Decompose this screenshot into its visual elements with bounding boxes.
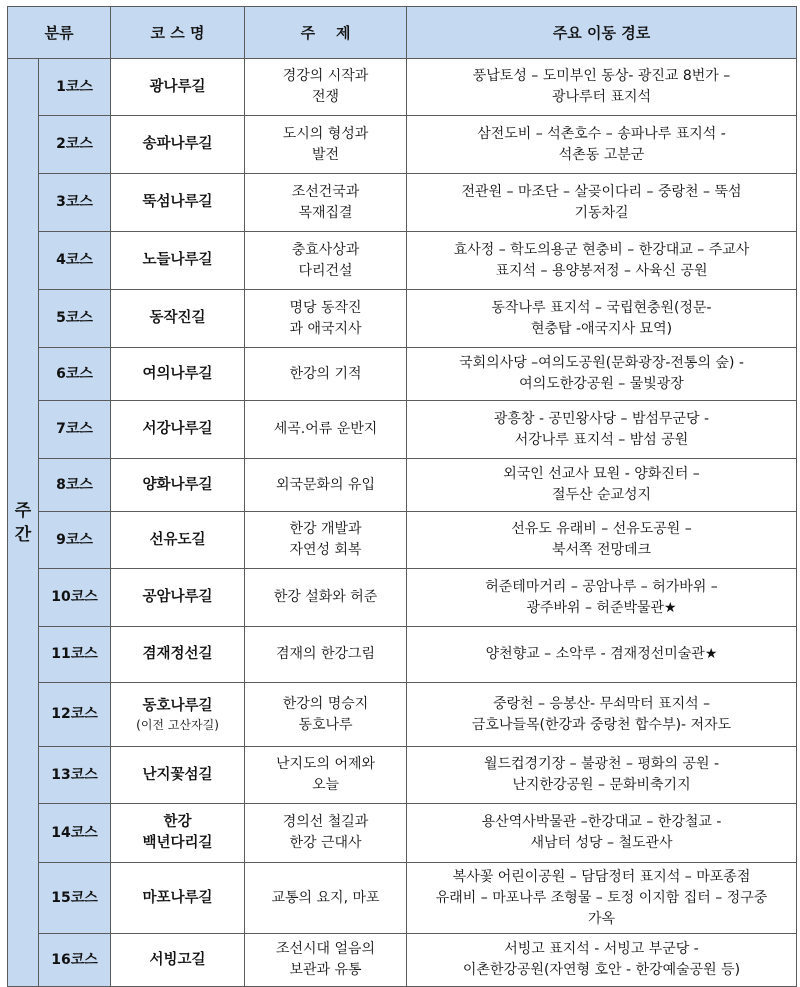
route-line: 현충탑 -애국지사 묘역): [530, 320, 673, 337]
theme-line: 오늘: [311, 777, 340, 793]
table-row: [8, 747, 797, 804]
theme-line: 한강의 기적: [289, 365, 362, 382]
route-line: 여의도한강공원 – 물빛광장: [519, 376, 684, 392]
course-number: 10코스: [39, 569, 111, 627]
course-route: [407, 512, 797, 569]
route-line: 전관원 – 마조단 – 살곶이다리 – 중랑천 – 뚝섬: [461, 183, 742, 200]
course-name-text: 동작진길: [149, 310, 206, 326]
course-number: 11코스: [39, 627, 111, 683]
theme-line: 한강의 명승지: [282, 695, 369, 712]
course-number: 8코스: [39, 459, 111, 512]
course-name: [111, 174, 245, 232]
table-row: [8, 59, 797, 116]
route-line: 외국인 선교사 묘원 - 양화진터 –: [503, 466, 700, 482]
route-line: 광나루터 표지석: [551, 89, 652, 105]
route-line: 새남터 성당 – 철도관사: [530, 835, 673, 851]
course-name: [111, 459, 245, 512]
table-row: [8, 459, 797, 512]
table-row: [8, 232, 797, 290]
group-label-char: 주: [14, 500, 32, 521]
course-table-container: [7, 6, 796, 987]
course-name: [111, 348, 245, 401]
table-row: [8, 348, 797, 401]
table-row: [8, 116, 797, 174]
course-rows: [8, 59, 797, 987]
course-name: [111, 401, 245, 459]
course-route: [407, 348, 797, 401]
route-line: 유래비 – 마포나루 조형물 – 토정 이지함 집터 – 정구중: [435, 889, 768, 906]
course-name-subtitle: (이전 고산자길): [136, 718, 219, 732]
course-theme: [245, 232, 407, 290]
route-line: 표지석 – 용양봉저정 – 사육신 공원: [495, 262, 708, 279]
route-line: 석촌동 고분군: [558, 146, 645, 163]
course-route: [407, 59, 797, 116]
course-number: 13코스: [39, 747, 111, 804]
route-line: 절두산 순교성지: [551, 487, 652, 503]
course-theme: [245, 174, 407, 232]
theme-line: 자연성 회복: [289, 542, 362, 558]
route-line: 난지한강공원 – 문화비축기지: [512, 777, 691, 793]
route-line: 효사정 – 학도의용군 현충비 – 한강대교 – 주교사: [453, 241, 750, 258]
course-name-text: 선유도길: [149, 531, 206, 548]
route-line: 가옥: [587, 910, 616, 927]
table-row: [8, 290, 797, 348]
course-name: [111, 683, 245, 747]
route-line: 서빙고 표지석 - 서빙고 부군당 -: [504, 941, 699, 957]
theme-line: 조선시대 얼음의: [275, 941, 376, 957]
course-theme: [245, 512, 407, 569]
course-theme: [245, 348, 407, 401]
theme-line: 목재집결: [298, 204, 353, 221]
theme-line: 동호나루: [298, 716, 353, 733]
route-line: 풍납토성 – 도미부인 동상- 광진교 8번가 –: [472, 68, 731, 84]
route-line: 용산역사박물관 –한강대교 – 한강철교 -: [481, 814, 722, 830]
course-route: [407, 747, 797, 804]
course-name-text: 양화나루길: [142, 476, 213, 493]
table-row: [8, 512, 797, 569]
theme-line: 전쟁: [311, 89, 340, 105]
theme-line: 외국문화의 유입: [275, 476, 376, 493]
course-number: 14코스: [39, 804, 111, 863]
route-line: 광흥창 - 공민왕사당 – 밤섬무군당 -: [493, 410, 710, 427]
course-route: [407, 232, 797, 290]
table-row: [8, 401, 797, 459]
course-number: 16코스: [39, 934, 111, 987]
course-theme: [245, 863, 407, 934]
course-route: [407, 863, 797, 934]
route-line: 금호나들목(한강과 중랑천 합수부)- 저자도: [471, 716, 732, 733]
course-name: [111, 290, 245, 348]
course-name-text: 마포나루길: [142, 889, 213, 906]
course-route: [407, 627, 797, 683]
table-row: [8, 569, 797, 627]
group-label-char: 간: [14, 524, 32, 545]
table-row: [8, 863, 797, 934]
course-table: [7, 6, 797, 987]
course-number: 12코스: [39, 683, 111, 747]
course-theme: [245, 627, 407, 683]
course-number: 3코스: [39, 174, 111, 232]
theme-line: 발전: [311, 146, 340, 163]
route-line: 서강나루 표지석 – 밤섬 공원: [514, 431, 689, 448]
course-route: [407, 683, 797, 747]
course-number: 1코스: [39, 59, 111, 116]
theme-line: 한강 개발과: [289, 521, 362, 537]
route-line: 선유도 유래비 – 선유도공원 –: [511, 521, 692, 537]
course-name-text: 뚝섬나루길: [142, 194, 213, 210]
course-number: 4코스: [39, 232, 111, 290]
course-name-text: 한강: [163, 814, 192, 830]
route-line: 양천향교 – 소악루 - 겸재정선미술관★: [485, 646, 718, 662]
theme-line: 세곡.어류 운반지: [273, 421, 378, 437]
route-line: 기동차길: [574, 204, 629, 221]
course-name: [111, 569, 245, 627]
course-route: [407, 290, 797, 348]
theme-line: 경강의 시작과: [282, 68, 369, 84]
course-theme: [245, 401, 407, 459]
theme-line: 난지도의 어제와: [275, 756, 376, 772]
course-name: [111, 116, 245, 174]
theme-line: 한강 근대사: [289, 835, 362, 851]
route-line: 국회의사당 –여의도공원(문화광장-전통의 숲) -: [459, 355, 744, 371]
course-route: [407, 401, 797, 459]
course-name-text: 서빙고길: [149, 951, 206, 968]
route-line: 허준테마거리 – 공암나루 – 허가바위 –: [485, 578, 718, 595]
theme-line: 교통의 요지, 마포: [271, 889, 380, 906]
table-row: [8, 174, 797, 232]
header-category: 분류: [8, 7, 111, 59]
course-name-text: 난지꽃섬길: [142, 766, 213, 783]
course-name-text: 광나루길: [149, 78, 206, 95]
route-line: 광주바위 – 허준박물관★: [526, 599, 677, 616]
header-course-name: 코 스 명: [111, 7, 245, 59]
course-theme: [245, 459, 407, 512]
course-number: 2코스: [39, 116, 111, 174]
route-line: 동작나루 표지석 – 국립현충원(정문-: [491, 299, 712, 316]
theme-line: 명당 동작진: [289, 299, 362, 316]
header-route: 주요 이동 경로: [407, 7, 797, 59]
theme-line: 도시의 형성과: [282, 125, 369, 142]
course-route: [407, 174, 797, 232]
course-number: 5코스: [39, 290, 111, 348]
course-name-line2: 백년다리길: [142, 835, 213, 851]
course-theme: [245, 934, 407, 987]
theme-line: 다리건설: [298, 262, 353, 279]
course-theme: [245, 747, 407, 804]
course-name-text: 여의나루길: [142, 365, 213, 382]
route-line: 복사꽃 어린이공원 – 담담정터 표지석 – 마포종점: [452, 868, 751, 885]
route-line: 이촌한강공원(자연형 호안 - 한강예술공원 등): [462, 962, 741, 978]
theme-line: 겸재의 한강그림: [275, 646, 376, 662]
course-name-text: 겸재정선길: [142, 646, 213, 662]
course-theme: [245, 59, 407, 116]
theme-line: 보관과 유통: [289, 962, 362, 978]
route-line: 삼전도비 – 석촌호수 – 송파나루 표지석 -: [477, 125, 726, 142]
course-theme: [245, 290, 407, 348]
course-name-text: 서강나루길: [142, 421, 213, 437]
course-theme: [245, 116, 407, 174]
course-name: [111, 747, 245, 804]
route-line: 중랑천 – 응봉산- 무쇠막터 표지석 –: [492, 695, 711, 712]
course-route: [407, 804, 797, 863]
header-row: [8, 7, 797, 59]
table-row: [8, 683, 797, 747]
course-theme: [245, 683, 407, 747]
course-name: [111, 863, 245, 934]
table-row: [8, 627, 797, 683]
course-name: [111, 59, 245, 116]
course-name: [111, 627, 245, 683]
route-line: 북서쪽 전망데크: [551, 542, 652, 558]
course-name-text: 노들나루길: [142, 252, 213, 268]
course-number: 9코스: [39, 512, 111, 569]
theme-line: 경의선 철길과: [282, 814, 369, 830]
theme-line: 과 애국지사: [289, 320, 362, 337]
course-route: [407, 934, 797, 987]
course-name-text: 송파나루길: [142, 136, 213, 152]
header-theme: 주 제: [245, 7, 407, 59]
course-name: [111, 934, 245, 987]
group-cell: [8, 59, 39, 987]
theme-line: 조선건국과: [291, 183, 360, 200]
route-line: 월드컵경기장 – 불광천 – 평화의 공원 -: [483, 756, 720, 772]
course-theme: [245, 804, 407, 863]
course-name: [111, 804, 245, 863]
course-name: [111, 232, 245, 290]
theme-line: 충효사상과: [291, 241, 360, 258]
course-name: [111, 512, 245, 569]
course-number: 7코스: [39, 401, 111, 459]
course-number: 6코스: [39, 348, 111, 401]
theme-line: 한강 설화와 허준: [273, 589, 378, 605]
course-route: [407, 569, 797, 627]
course-route: [407, 459, 797, 512]
course-number: 15코스: [39, 863, 111, 934]
table-row: [8, 804, 797, 863]
course-route: [407, 116, 797, 174]
course-theme: [245, 569, 407, 627]
course-name-text: 동호나루길: [142, 698, 213, 714]
course-name-text: 공암나루길: [142, 589, 213, 605]
table-row: [8, 934, 797, 987]
